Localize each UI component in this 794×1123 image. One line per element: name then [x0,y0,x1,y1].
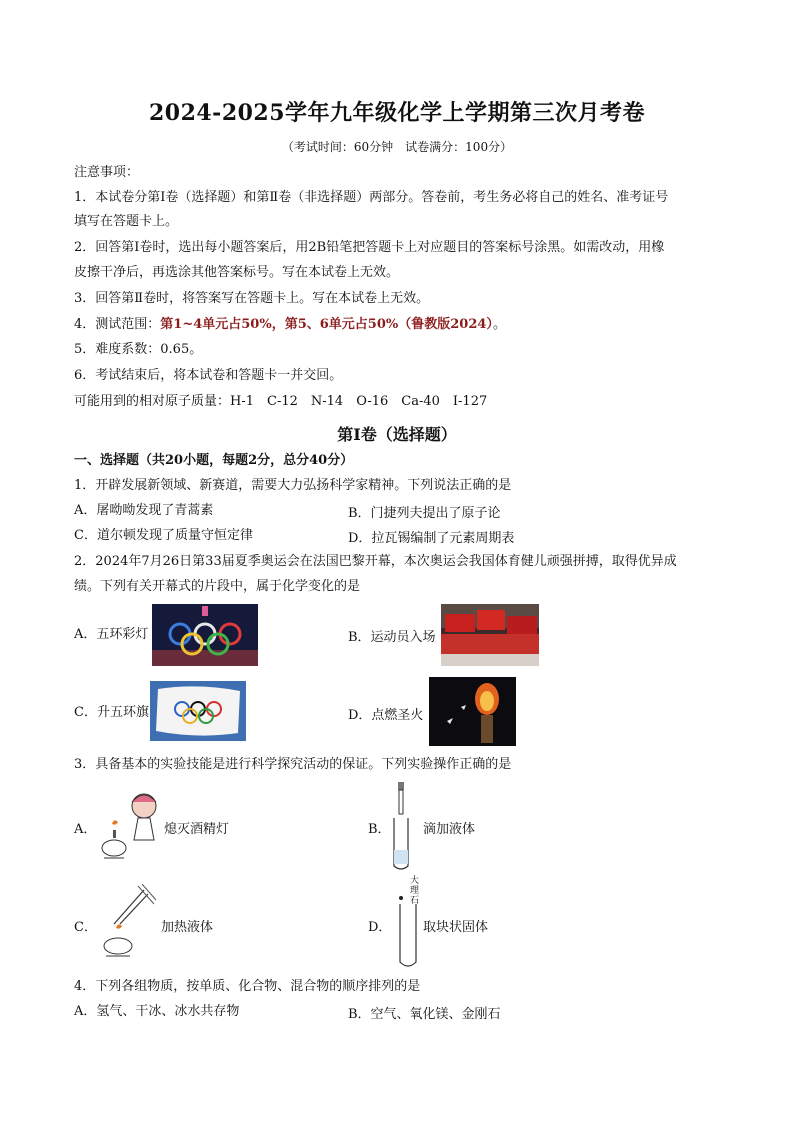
dropper-test-tube-image [388,780,414,872]
option-d-text: 取块状固体 [423,920,489,935]
notice-item: 1．本试卷分第Ⅰ卷（选择题）和第Ⅱ卷（非选择题）两部分。答卷前，考生务必将自己的姓名、准考证号 [74,190,669,205]
notice-item: 皮擦干净后，再选涂其他答案标号。写在本试卷上无效。 [74,265,400,280]
option-d: D．拉瓦锡编制了元素周期表 [348,531,515,546]
option-b: B．门捷列夫提出了原子论 [348,506,501,521]
notice-item: 3．回答第Ⅱ卷时，将答案写在答题卡上。写在本试卷上无效。 [74,291,430,306]
option-a: A．屠呦呦发现了青蒿素 [74,503,214,518]
scope-prefix: 4．测试范围： [74,317,161,332]
option-a-text: 熄灭酒精灯 [164,822,230,837]
exam-subtitle: （考试时间：60分钟 试卷满分：100分） [281,140,513,154]
option-d: D． [368,920,392,935]
notice-item: 填写在答题卡上。 [74,214,179,229]
notice-item-scope [74,316,506,334]
option-a: A． [74,822,97,837]
blowing-out-lamp-image [94,788,164,863]
option-c: C．道尔顿发现了质量守恒定律 [74,528,253,543]
question-stem: 1．开辟发展新领域、新赛道，需要大力弘扬科学家精神。下列说法正确的是 [74,478,512,493]
olympic-flag-image [150,681,246,741]
section-title: 第Ⅰ卷（选择题） [337,425,457,444]
notice-heading: 注意事项： [74,165,140,180]
question-stem: 3．具备基本的实验技能是进行科学探究活动的保证。下列实验操作正确的是 [74,757,512,772]
athletes-parade-image [441,604,539,666]
option-b: B．空气、氧化镁、金刚石 [348,1007,501,1022]
option-a: A．氢气、干冰、冰水共存物 [74,1004,240,1019]
option-c: C．升五环旗 [74,705,149,720]
atomic-masses: 可能用到的相对原子质量：H-1 C-12 N-14 O-16 Ca-40 I-127 [74,394,488,409]
option-c-text: 加热液体 [161,920,214,935]
option-b: B．运动员入场 [348,630,436,645]
question-stem: 4．下列各组物质，按单质、化合物、混合物的顺序排列的是 [74,979,421,994]
section-intro: 一、选择题（共20小题，每题2分，总分40分） [74,453,354,468]
question-stem: 绩。下列有关开幕式的片段中，属于化学变化的是 [74,579,361,594]
olympic-rings-lights-image [152,604,258,666]
option-d: D．点燃圣火 [348,708,424,723]
olympic-torch-image [429,677,516,746]
notice-item: 2．回答第Ⅰ卷时，选出每小题答案后，用2B铅笔把答题卡上对应题目的答案标号涂黑。如需改动，用橡 [74,240,665,255]
option-b-text: 滴加液体 [423,822,476,837]
notice-item: 5．难度系数：0.65。 [74,342,203,357]
marble-label: 大理石 [410,876,420,906]
question-stem: 2．2024年7月26日第33届夏季奥运会在法国巴黎开幕，本次奥运会我国体育健儿顽强拼搏，取得优异成 [74,554,677,569]
option-c: C． [74,920,97,935]
page-title: 2024-2025学年九年级化学上学期第三次月考卷 [148,100,646,126]
option-a: A．五环彩灯 [74,627,149,642]
notice-item: 6．考试结束后，将本试卷和答题卡一并交回。 [74,368,343,383]
scope-suffix: 。 [492,317,506,332]
heating-liquid-image [94,884,160,960]
option-b: B． [368,822,391,837]
scope-highlight: 第1~4单元占50%，第5、6单元占50%（鲁教版2024） [160,317,493,332]
